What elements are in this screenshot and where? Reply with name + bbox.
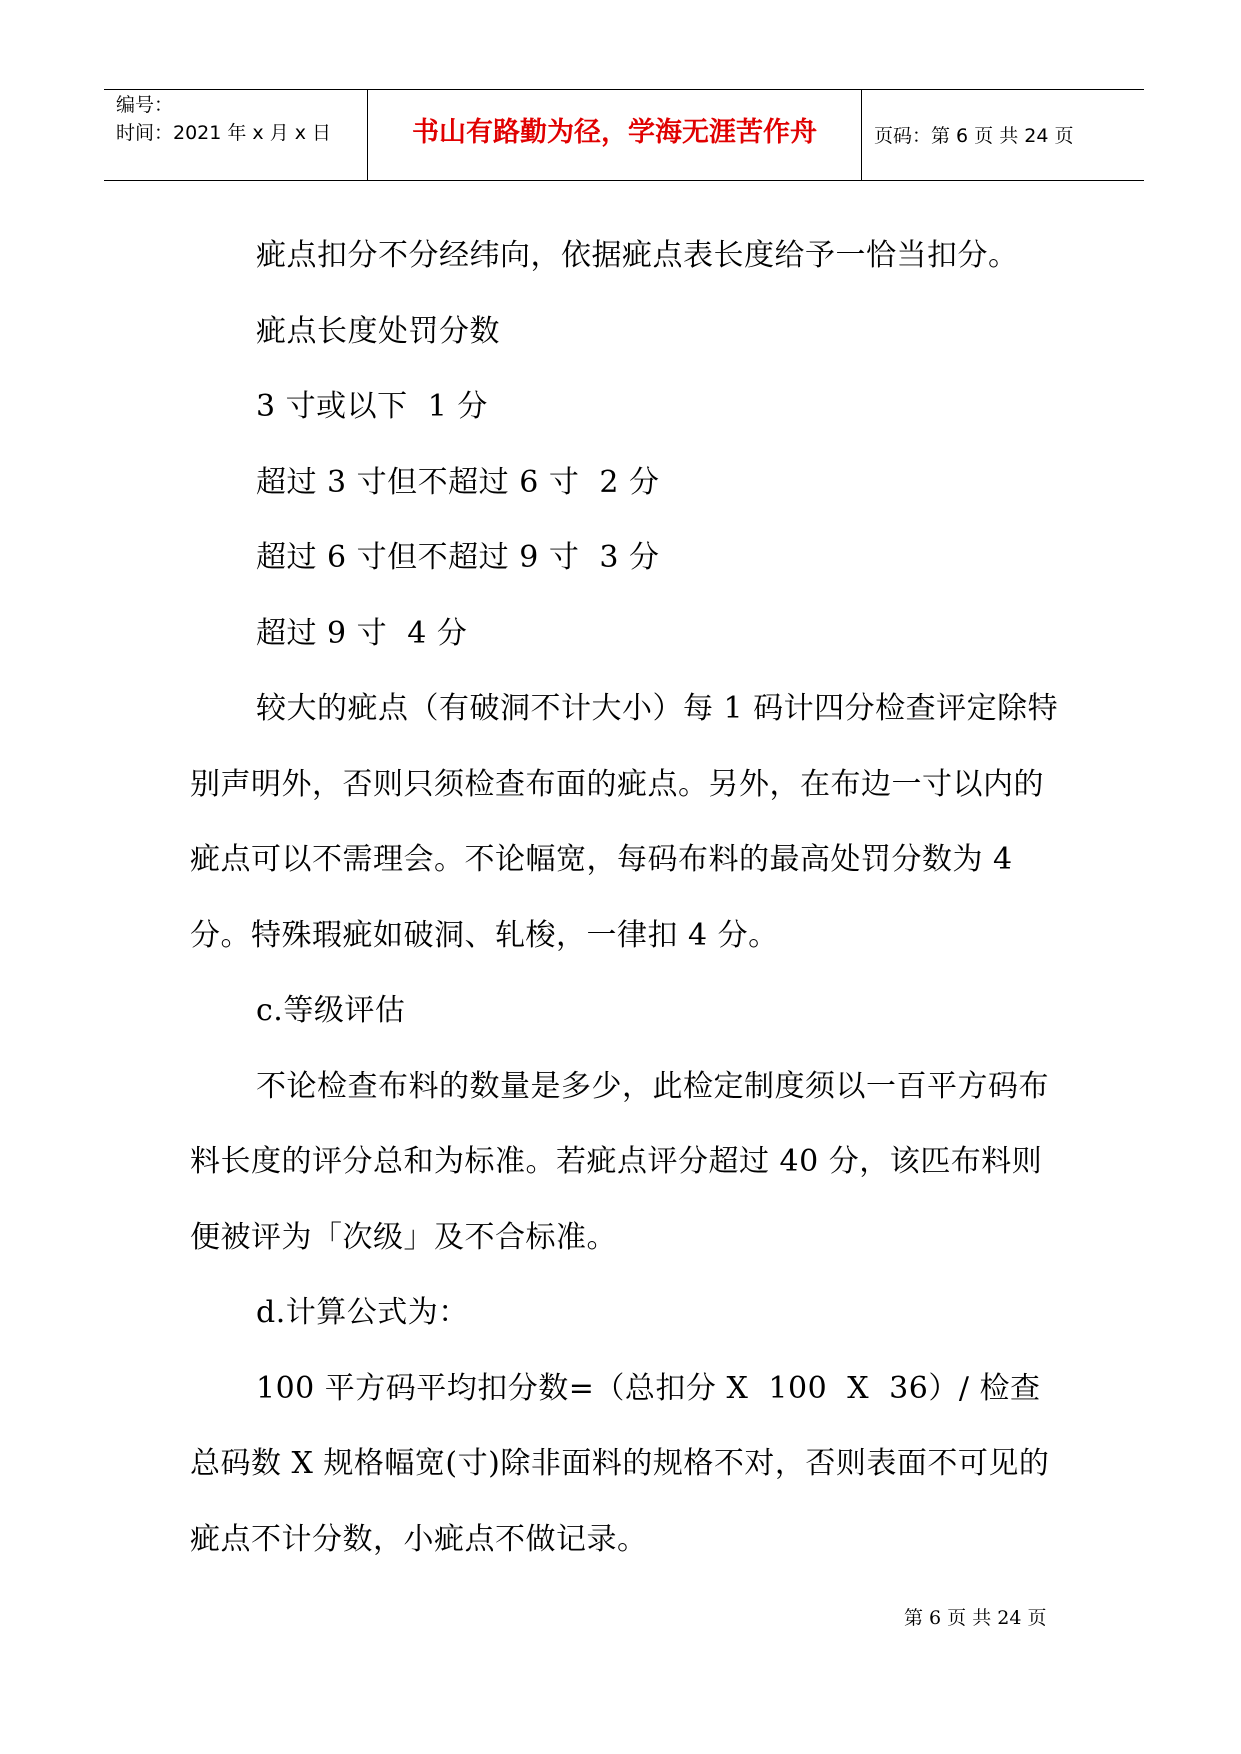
header-page-info: 页码：第 6 页 共 24 页: [874, 125, 1074, 147]
paragraph: 3 寸或以下 1 分: [256, 389, 488, 424]
paragraph: 100 平方码平均扣分数=（总扣分 X 100 X 36）/ 检查总码数 X 规格幅宽(寸)除非面料的规格不对，否则表面不可见的疵点不计分数，小疵点不做记录。: [190, 1370, 1050, 1557]
document-body: [190, 218, 1070, 1577]
paragraph: c.等级评估: [256, 993, 406, 1028]
paragraph: 不论检查布料的数量是多少，此检定制度须以一百平方码布料长度的评分总和为标准。若疵点评分超过 40 分，该匹布料则便被评为「次级」及不合标准。: [190, 1068, 1049, 1255]
paragraph: 超过 3 寸但不超过 6 寸 2 分: [256, 464, 660, 500]
paragraph: d.计算公式为：: [256, 1295, 469, 1330]
paragraph: 超过 6 寸但不超过 9 寸 3 分: [256, 540, 660, 575]
header-motto: 书山有路勤为径，学海无涯苦作舟: [412, 117, 817, 148]
header-page-cell: [862, 90, 1144, 180]
header-left-cell: [104, 90, 368, 180]
paragraph: 疵点长度处罚分数: [256, 313, 500, 349]
header-time-label: 时间：2021 年 x 月 x 日: [116, 122, 332, 144]
header-number-label: 编号：: [116, 94, 174, 116]
paragraph: 较大的疵点（有破洞不计大小）每 1 码计四分检查评定除特别声明外，否则只须检查布面的疵点。另外，在布边一寸以内的疵点可以不需理会。不论幅宽，每码布料的最高处罚分数为 4 分。特殊瑕疵如破洞、轧梭，一律扣 4 分。: [190, 691, 1059, 953]
document-header: [104, 89, 1144, 181]
paragraph: 疵点扣分不分经纬向，依据疵点表长度给予一恰当扣分。: [256, 238, 1019, 273]
page-footer: 第 6 页 共 24 页: [904, 1607, 1047, 1629]
paragraph: 超过 9 寸 4 分: [256, 615, 468, 651]
header-motto-cell: [368, 90, 862, 180]
